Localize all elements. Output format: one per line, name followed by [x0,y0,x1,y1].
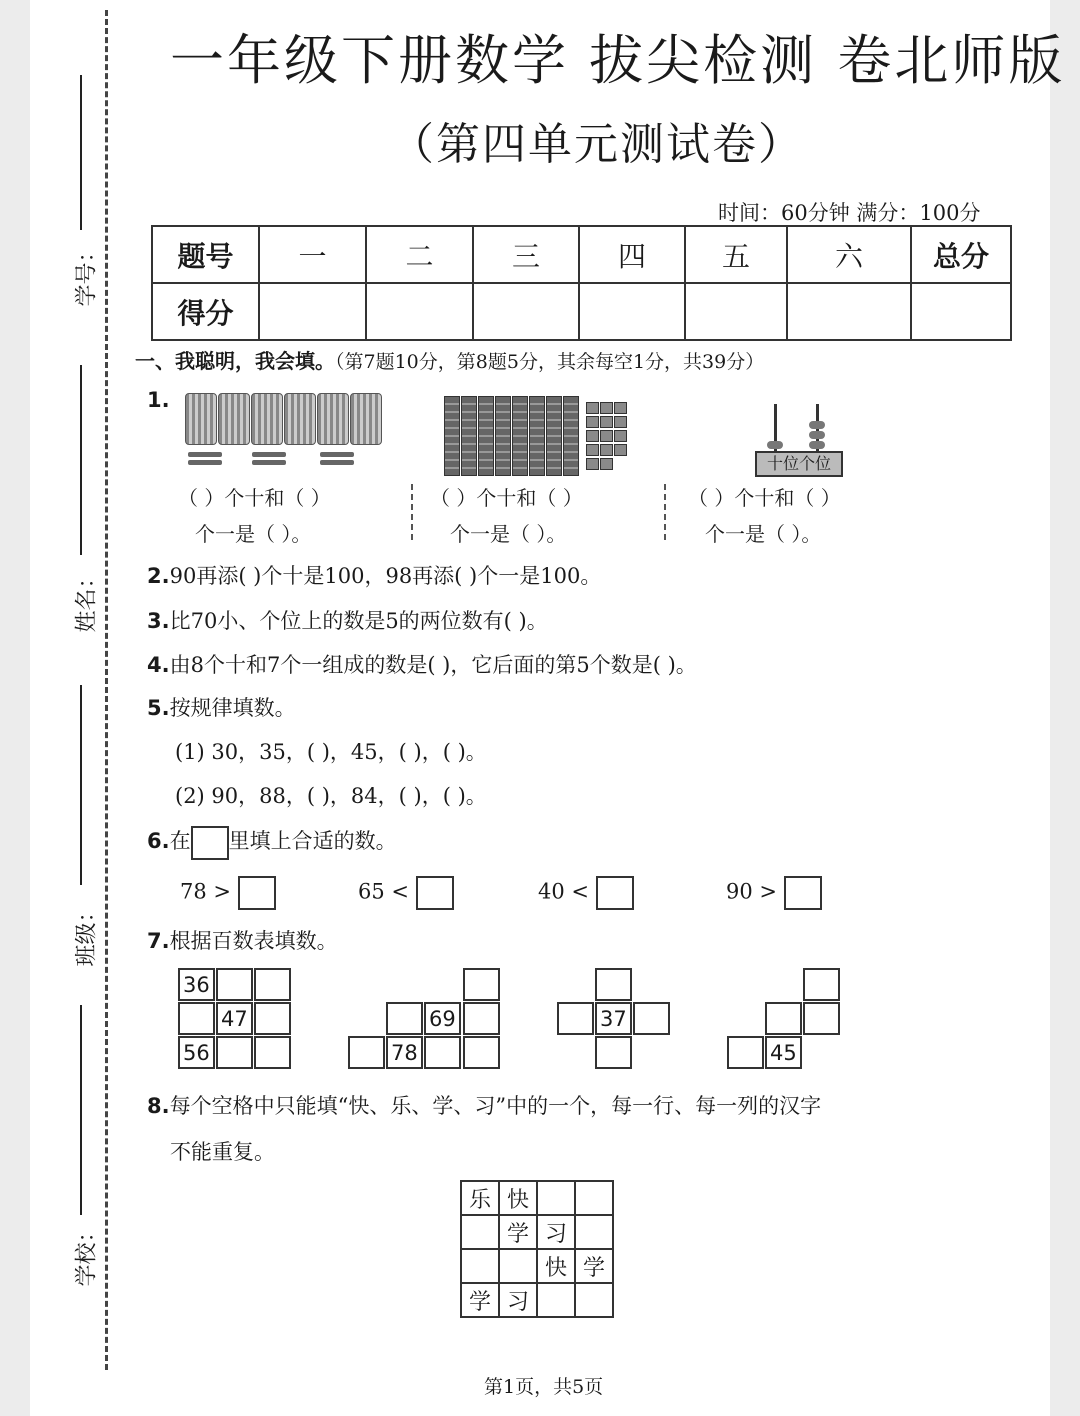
abacus-bead [809,441,825,449]
ten-rod [478,396,494,476]
ten-rod [444,396,460,476]
time-info: 时间：60分钟 满分：100分 [718,201,981,225]
unit-cube [586,458,599,470]
score-header-cell: 六 [787,226,911,283]
grid-cell: 69 [424,1002,461,1035]
q6-item-label: 78 > [180,879,231,904]
single-stick [320,460,354,465]
puzzle-cell: 习 [537,1215,575,1249]
q6-item-label: 40 < [538,879,589,904]
abacus-bead [767,441,783,449]
side-label-name: 姓名： [74,566,100,633]
stick-bundle [251,393,283,445]
abacus-bead [809,431,825,439]
single-stick [188,460,222,465]
score-header-cell: 总分 [911,226,1011,283]
puzzle-cell-blank[interactable] [537,1181,575,1215]
q7-text: 根据百数表填数。 [169,929,338,953]
score-header-cell: 三 [473,226,579,283]
puzzle-row [461,1283,613,1317]
q6-item [358,876,454,910]
puzzle-cell-blank[interactable] [537,1283,575,1317]
score-header-cell: 二 [366,226,473,283]
grid-cell-blank[interactable] [254,1002,291,1035]
grid-cell-blank[interactable] [178,1002,215,1035]
ten-rod [495,396,511,476]
stick-bundle [350,393,382,445]
puzzle-cell-blank[interactable] [461,1215,499,1249]
unit-cube [614,402,627,414]
q2-number: 2. [147,564,170,588]
side-label-school: 学校： [74,1220,100,1287]
divider [664,484,666,540]
puzzle-cell-blank[interactable] [575,1181,613,1215]
puzzle-cell: 学 [575,1249,613,1283]
q8-text-1: 每个空格中只能填“快、乐、学、习”中的一个，每一行、每一列的汉字 [169,1094,822,1118]
question-8 [147,1090,821,1120]
page-subtitle: （第四单元测试卷） [390,119,804,170]
side-label-student-id: 学号： [74,240,100,307]
score-cell[interactable] [259,283,366,340]
grid-cell-blank[interactable] [216,1036,253,1069]
q3-number: 3. [147,609,170,633]
score-cell[interactable] [579,283,685,340]
ten-rod [563,396,579,476]
puzzle-cell: 习 [499,1283,537,1317]
page-footer: 第1页，共5页 [484,1376,604,1398]
grid-cell-blank[interactable] [386,1002,423,1035]
score-cell[interactable] [911,283,1011,340]
section1-heading [135,345,764,374]
grid-cell: 37 [595,1002,632,1035]
score-header-cell: 题号 [152,226,259,283]
grid-cell: 36 [178,968,215,1001]
q5-text: 按规律填数。 [169,696,296,720]
q3-text[interactable]: 比70小、个位上的数是5的两位数有( )。 [169,609,548,633]
puzzle-cell-blank[interactable] [575,1283,613,1317]
abacus-label: 十位个位 [755,451,843,477]
ten-rod [512,396,528,476]
question-5 [147,692,296,722]
ten-rod [461,396,477,476]
q6-item [726,876,822,910]
q4-number: 4. [147,653,170,677]
grid-cell: 47 [216,1002,253,1035]
grid-cell-blank[interactable] [727,1036,764,1069]
answer-box[interactable] [784,876,822,910]
q1-blank-b2[interactable]: 个一是（ ）。 [450,522,567,546]
score-cell[interactable] [366,283,473,340]
grid-cell-blank[interactable] [803,968,840,1001]
puzzle-cell: 乐 [461,1181,499,1215]
grid-cell-blank[interactable] [595,1036,632,1069]
question-2 [147,560,601,590]
grid-cell-blank[interactable] [254,968,291,1001]
question-7 [147,925,338,955]
abacus-bead [809,421,825,429]
q1-blank-c1[interactable]: （ ）个十和（ ） [688,486,841,510]
divider [411,484,413,540]
question-4 [147,649,697,679]
score-row-label: 得分 [152,283,259,340]
single-stick [188,452,222,457]
stick-bundle [317,393,349,445]
score-cell[interactable] [685,283,787,340]
puzzle-row [461,1215,613,1249]
answer-box[interactable] [596,876,634,910]
q5-line-2[interactable]: (2) 90，88，( )，84，( )，( )。 [175,784,487,808]
puzzle-cell: 学 [499,1215,537,1249]
q8-number: 8. [147,1094,170,1118]
puzzle-row [461,1249,613,1283]
unit-cube [600,430,613,442]
side-label-class: 班级： [74,900,100,967]
school-line[interactable] [80,1005,82,1215]
q6-example-box [191,826,229,860]
grid-cell-blank[interactable] [557,1002,594,1035]
answer-box[interactable] [238,876,276,910]
q1-blank-a2[interactable]: 个一是（ ）。 [195,522,312,546]
unit-cube [586,416,599,428]
puzzle-cell-blank[interactable] [499,1249,537,1283]
q6-text-b: 里填上合适的数。 [228,829,397,853]
puzzle-cell-blank[interactable] [575,1215,613,1249]
score-cell[interactable] [473,283,579,340]
q1-blank-c2[interactable]: 个一是（ ）。 [705,522,822,546]
grid-cell-blank[interactable] [348,1036,385,1069]
q2-text[interactable]: 90再添( )个十是100，98再添( )个一是100。 [169,564,602,588]
unit-cube [600,402,613,414]
unit-cube [600,416,613,428]
score-row [152,283,1011,340]
binding-dashed-line [105,10,108,1370]
grid-cell: 78 [386,1036,423,1069]
question-3 [147,605,548,635]
q6-item-label: 90 > [726,879,777,904]
section1-note: （第7题10分，第8题5分，其余每空1分，共39分） [335,351,765,373]
single-stick [320,452,354,457]
score-header-cell: 五 [685,226,787,283]
q6-item [538,876,634,910]
name-line[interactable] [80,365,82,555]
unit-cube [586,430,599,442]
puzzle-cell: 快 [537,1249,575,1283]
q7-number: 7. [147,929,170,953]
unit-cube [614,430,627,442]
unit-cube [614,416,627,428]
ten-rod [529,396,545,476]
question-6 [147,825,397,860]
score-header-cell: 一 [259,226,366,283]
q6-item [180,876,276,910]
puzzle-cell: 学 [461,1283,499,1317]
q1-blank-a1[interactable]: （ ）个十和（ ） [178,486,331,510]
grid-cell-blank[interactable] [463,1036,500,1069]
unit-cube [586,444,599,456]
ten-rod [546,396,562,476]
single-stick [252,460,286,465]
q6-number: 6. [147,829,170,853]
grid-cell-blank[interactable] [595,968,632,1001]
q5-line-1[interactable]: (1) 30，35，( )，45，( )，( )。 [175,740,487,764]
grid-cell-blank[interactable] [254,1036,291,1069]
q6-item-label: 65 < [358,879,409,904]
unit-cube [586,402,599,414]
puzzle-cell: 快 [499,1181,537,1215]
page-title: 一年级下册数学 拔尖检测 卷北师版 [170,29,1066,92]
student-id-line[interactable] [80,75,82,230]
q8-text-2: 不能重复。 [170,1140,275,1164]
grid-cell-blank[interactable] [216,968,253,1001]
grid-cell: 45 [765,1036,802,1069]
section1-title: 一、我聪明，我会填。 [135,349,335,373]
stick-bundle [284,393,316,445]
grid-cell: 56 [178,1036,215,1069]
q1-blank-b1[interactable]: （ ）个十和（ ） [430,486,583,510]
puzzle-row [461,1181,613,1215]
grid-cell-blank[interactable] [463,968,500,1001]
grid-cell-blank[interactable] [803,1002,840,1035]
grid-cell-blank[interactable] [633,1002,670,1035]
puzzle-cell-blank[interactable] [461,1249,499,1283]
score-cell[interactable] [787,283,911,340]
grid-cell-blank[interactable] [424,1036,461,1069]
q5-number: 5. [147,696,170,720]
q8-puzzle-grid [460,1180,614,1318]
class-line[interactable] [80,685,82,885]
stick-bundle [218,393,250,445]
score-table [151,225,1012,341]
answer-box[interactable] [416,876,454,910]
q6-text-a: 在 [169,829,191,853]
q4-text[interactable]: 由8个十和7个一组成的数是( )，它后面的第5个数是( )。 [169,653,697,677]
unit-cube [600,444,613,456]
score-header-row [152,226,1011,283]
q1-number: 1. [147,388,170,412]
score-header-cell: 四 [579,226,685,283]
grid-cell-blank[interactable] [765,1002,802,1035]
stick-bundle [185,393,217,445]
single-stick [252,452,286,457]
unit-cube [600,458,613,470]
grid-cell-blank[interactable] [463,1002,500,1035]
unit-cube [614,444,627,456]
